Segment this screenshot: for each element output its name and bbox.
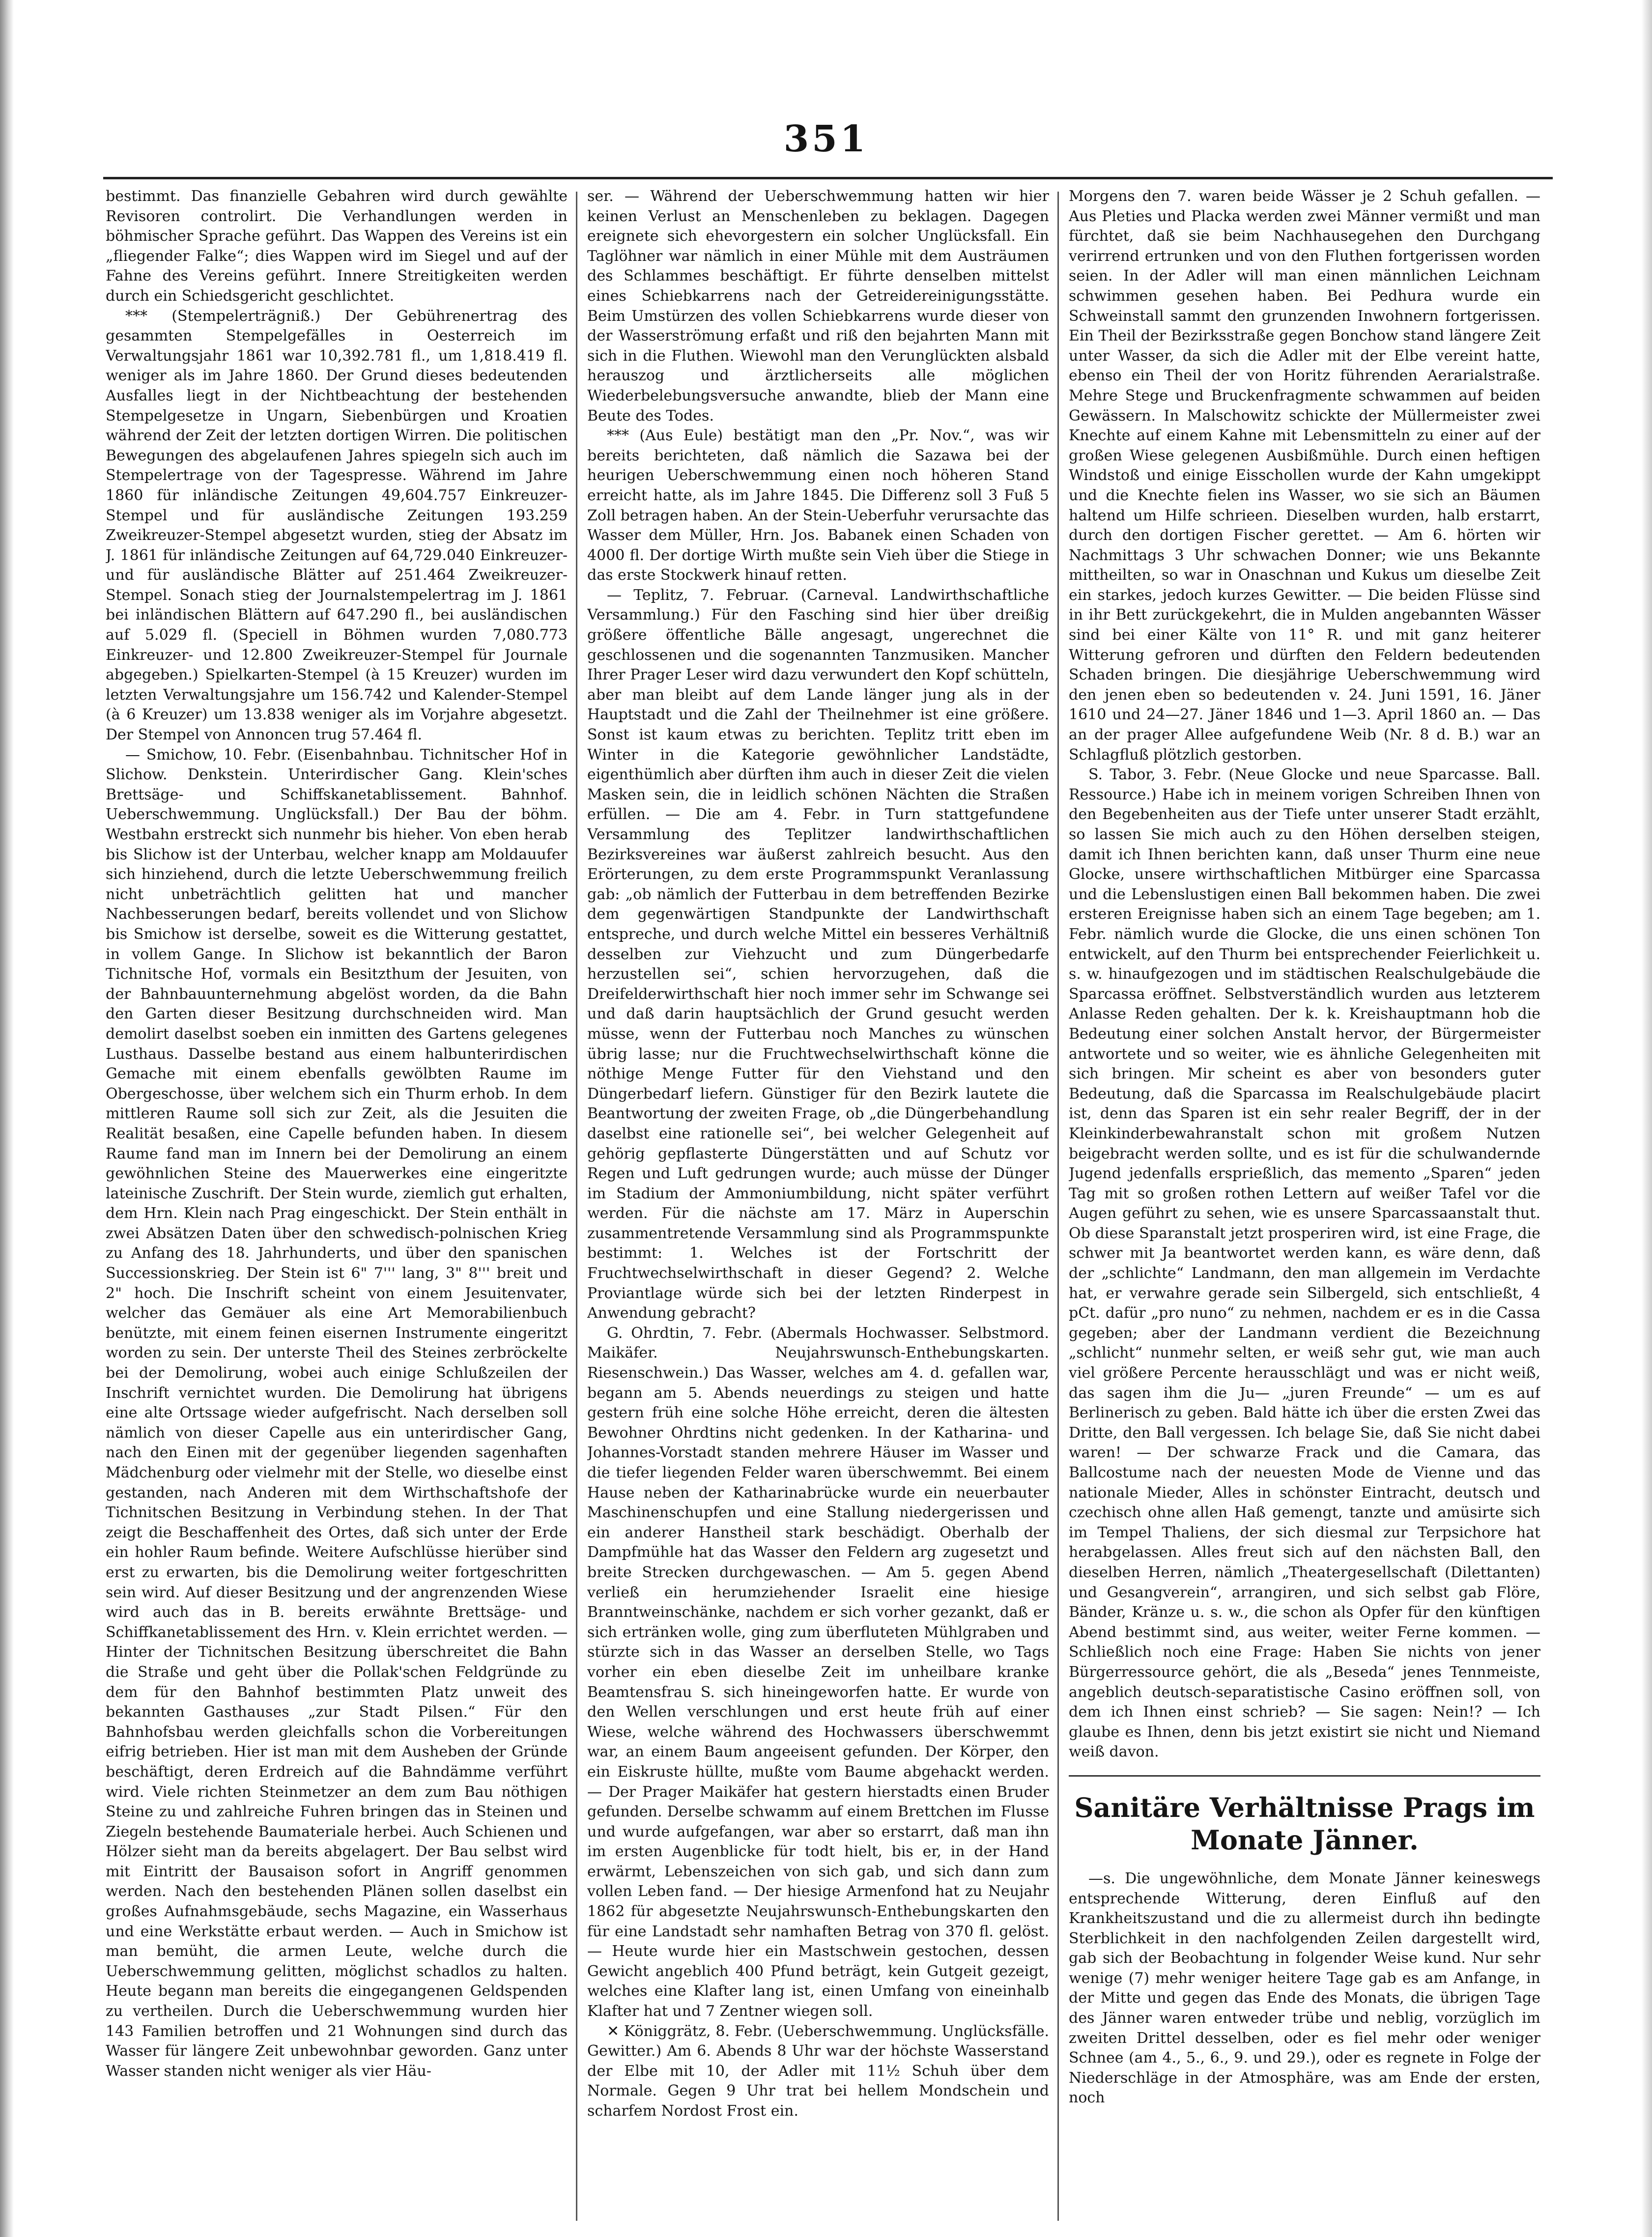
article-paragraph: ser. — Während der Ueberschwemmung hatten wir hier keinen Verlust an Menschenleben zu beklagen. Dagegen ereignete sich ehevorgestern ein solcher Unglücksfall. Ein Taglöhner war nämlich in einer Mühle mit dem Austräumen des Schlammes beschäftigt. Er führte denselben mittelst eines Schiebkarrens nach der Getreidereinigungsstätte. Beim Umstürzen des vollen Schiebkarrens wurde dieser von der Wasserströmung erfaßt und riß den bejahrten Mann mit sich in die Fluthen. Wiewohl man den Verunglückten alsbald herauszog und ärztlicherseits alle möglichen Wiederbelebungsversuche anwandte, blieb der Mann eine Beute des Todes. (587, 188, 1049, 425)
column-1 (106, 187, 568, 2231)
article-paragraph: Morgens den 7. waren beide Wässer je 2 Schuh gefallen. — Aus Pleties und Placka werden zwei Männer vermißt und man fürchtet, daß sie beim Nachhausegehen den Durchgang verirrend ertrunken und von den Fluthen fortgerissen worden seien. In der Adler will man einen männlichen Leichnam schwimmen gesehen haben. Bei Pedhura wurde ein Schweinstall sammt den grunzenden Inwohnern fortgerissen. Ein Theil der Bezirksstraße gegen Bonchow stand längere Zeit unter Wasser, da sich die Adler mit der Elbe vereint hatte, ebenso ein Theil der von Horitz führenden Aerarialstraße. Mehre Stege und Bruckenfragmente schwammen auf beiden Gewässern. In Malschowitz schickte der Müllermeister zwei Knechte auf einem Kahne mit Lebensmitteln zu einer auf der großen Wiese gelegenen Ausbißmühle. Durch einen heftigen Windstoß und einige Eisschollen wurde der Kahn umgekippt und die Knechte fielen ins Wasser, wo sie sich an Bäumen haltend um Hilfe schrieen. Dieselben wurden, halb erstarrt, durch den dortigen Fischer gerettet. — Am 6. hörten wir Nachmittags 3 Uhr schwachen Donner; wie uns Bekannte mittheilten, so war in Onaschnan und Kukus um dieselbe Zeit ein starkes, jedoch kurzes Gewitter. — Die beiden Flüsse sind in ihr Bett zurückgekehrt, die in Mulden angebannten Wässer sind bei einer Kälte von 11° R. und mit ganz heiterer Witterung gefroren und dürften den Feldern bedeutenden Schaden bringen. Die diesjährige Ueberschwemmung wird den jenen eben so bedeutenden v. 24. Juni 1591, 16. Jäner 1610 und 24—27. Jäner 1846 und 1—3. April 1860 an. — Das an der prager Allee aufgefundene Weib (Nr. 8 d. B.) war an Schlagfluß plötzlich gestorben. (1069, 188, 1540, 764)
page-edge-shadow (1641, 0, 1652, 2237)
article-stempelertraegniss: *** (Stempelerträgniß.) Der Gebührenertrag des gesammten Stempelgefälles in Oesterreich im Verwaltungsjahr 1861 war 10,392.781 fl., um 1,818.419 fl. weniger als im Jahre 1860. Der Grund dieses bedeutenden Ausfalles liegt in der Nichtbeachtung der bestehenden Stempelgesetze in Ungarn, Siebenbürgen und Kroatien während der Zeit der letzten dortigen Wirren. Die politischen Bewegungen des abgelaufenen Jahres spiegeln sich auch im Stempelertrage von der Tagespresse. Während im Jahre 1860 für inländische Zeitungen 49,604.757 Einkreuzer-Stempel und für ausländische Zeitungen 193.259 Zweikreuzer-Stempel abgesetzt wurden, stieg der Absatz im J. 1861 für inländische Zeitungen auf 64,729.040 Einkreuzer- und für ausländische Blätter auf 251.464 Zweikreuzer-Stempel. Sonach stieg der Journalstempelertrag im J. 1861 bei inländischen Blättern auf 647.290 fl., bei ausländischen auf 5.029 fl. (Speciell in Böhmen wurden 7,080.773 Einkreuzer- und 12.800 Zweikreuzer-Stempel für Journale abgegeben.) Spielkarten-Stempel (à 15 Kreuzer) wurden im letzten Verwaltungsjahre um 156.742 und Kalender-Stempel (à 6 Kreuzer) um 13.838 weniger als im Vorjahre abgesetzt. Der Stempel von Annoncen trug 57.464 fl. (106, 307, 568, 744)
article-aus-eule: *** (Aus Eule) bestätigt man den „Pr. Nov.“, was wir bereits berichteten, daß nämlich die Sazawa bei der heurigen Ueberschwemmung einen noch höheren Stand erreicht hatte, als im Jahre 1845. Die Differenz soll 3 Fuß 5 Zoll betragen haben. An der Stein-Ueberfuhr verursachte das Wasser dem Müller, Hrn. Jos. Babanek einen Schaden von 4000 fl. Der dortige Wirth mußte sein Vieh über die Stiege in das erste Stockwerk hinauf retten. (587, 427, 1049, 584)
column-3 (1069, 187, 1540, 2231)
article-ohrdtin: G. Ohrdtin, 7. Febr. (Abermals Hochwasser. Selbstmord. Maikäfer. Neujahrswunsch-Enthebungskarten. Riesenschwein.) Das Wasser, welches am 4. d. gefallen war, begann am 5. Abends neuerdings zu steigen und hatte gestern früh eine solche Höhe erreicht, deren die ältesten Bewohner Ohrdtins nicht gedenken. In der Katharina- und Johannes-Vorstadt standen mehrere Häuser im Wasser und die tiefer liegenden Felder waren überschwemmt. Bei einem Hause neben der Katharinabrücke wurde ein neuerbauter Maschinenschupfen und eine Stallung niedergerissen und ein anderer Hanstheil stark beschädigt. Oberhalb der Dampfmühle hat das Wasser den Feldern arg zugesetzt und breite Strecken durchgewaschen. — Am 5. gegen Abend verließ ein herumziehender Israelit eine hiesige Branntweinschänke, nachdem er sich vorher gezankt, daß er sich ertränken wolle, ging zum überfluteten Mühlgraben und stürzte sich in das Wasser an derselben Stelle, wo Tags vorher ein eben dieselbe Zeit im unheilbare kranke Beamtensfrau S. sich hineingeworfen hatte. Er wurde von den Wellen verschlungen und erst heute früh auf einer Wiese, welche während des Hochwassers überschwemmt war, an einem Baum angeeisent gefunden. Der Körper, den ein Eiskruste hüllte, mußte vom Baume abgehackt werden. — Der Prager Maikäfer hat gestern hierstadts einen Bruder gefunden. Derselbe schwamm auf einem Brettchen im Flusse und wurde aufgefangen, war aber so erstarrt, daß man ihn im ersten Augenblicke für todt hielt, bis er, in der Hand erwärmt, Lebenszeichen von sich gab, und sich dann zum vollen Leben fand. — Der hiesige Armenfond hat zu Neujahr 1862 für abgesetzte Neujahrswunsch-Enthebungskarten den für eine Landstadt sehr namhaften Betrag von 370 fl. gelöst. — Heute wurde hier ein Mastschwein gestochen, dessen Gewicht angeblich 400 Pfund beträgt, kein Gutgeit gezeigt, welches eine Klafter lang ist, einen Umfang von eineinhalb Klafter hat und 7 Zentner wiegen soll. (587, 1324, 1049, 2020)
column-2 (587, 187, 1049, 2231)
column-divider-1 (576, 192, 577, 2221)
section-rule (1069, 1775, 1540, 1777)
column-divider-2 (1057, 192, 1059, 2221)
article-teplitz: — Teplitz, 7. Februar. (Carneval. Landwirthschaftliche Versammlung.) Für den Fasching sind hier über dreißig größere öffentliche Bälle angesagt, ungerechnet die geschlossenen und die sogenannten Tanzmusiken. Mancher Ihrer Prager Leser wird dazu verwundert den Kopf schütteln, aber man bleibt auf dem Lande länger jung als in der Hauptstadt und die Zahl der Theilnehmer ist eine größere. Sonst ist kaum etwas zu berichten. Teplitz tritt eben im Winter in die Kategorie gewöhnlicher Landstädte, eigenthümlich aber dürften ihm auch in dieser Zeit die vielen Masken sein, die in leidlich schönen Nächten die Straßen erfüllen. — Die am 4. Febr. in Turn stattgefundene Versammlung des Teplitzer landwirthschaftlichen Bezirksvereines war äußerst zahlreich besucht. Aus den Erörterungen, zu dem erste Programmspunkt Veranlassung gab: „ob nämlich der Futterbau in dem betreffenden Bezirke dem gegenwärtigen Standpunkte der Landwirthschaft entspreche, und durch welche Mittel ein besseres Verhältniß desselben zur Viehzucht und zum Düngerbedarfe herzustellen sei“, schien hervorzugehen, daß die Dreifelderwirthschaft hier noch immer sehr im Schwange sei und daß darin hauptsächlich der Grund gesucht werden müsse, wenn der Futterbau noch Manches zu wünschen übrig lasse; nur die Fruchtwechselwirthschaft könne die nöthige Menge Futter für den Viehstand und den Düngerbedarf liefern. Günstiger für den Bezirk lautete die Beantwortung der zweiten Frage, ob „die Düngerbehandlung daselbst eine rationelle sei“, bei welcher Gelegenheit auf gehörig gepflasterte Düngerstätten und auf Schutz vor Regen und Luft gedrungen wurde; auch müsse der Dünger im Stadium der Ammoniumbildung, nicht später verführt werden. Für die nächste am 17. März in Auperschin zusammentretende Versammlung sind als Programmspunkte bestimmt: 1. Welches ist der Fortschritt der Fruchtwechselwirthschaft in dieser Gegend? 2. Welche Proviantlage würde sich bei der letzten Rinderpest in Anwendung gebracht? (587, 586, 1049, 1322)
article-tabor: S. Tabor, 3. Febr. (Neue Glocke und neue Sparcasse. Ball. Ressource.) Habe ich in meinem vorigen Schreiben Ihnen von den Begebenheiten aus der Tiefe unter unserer Stadt erzählt, so lassen Sie mich auch zu den Höhen derselben steigen, damit ich Ihnen berichten kann, daß unser Thurm eine neue Glocke, unsere wirthschaftlichen Mitbürger eine Sparcassa und die Lebenslustigen einen Ball bekommen haben. Die zwei ersteren Ereignisse haben sich an einem Tage begeben; am 1. Febr. nämlich wurde die Glocke, die uns einen schönen Ton entwickelt, auf den Thurm bei entsprechender Feierlichkeit u. s. w. hinaufgezogen und im städtischen Realschulgebäude die Sparcassa eröffnet. Selbstverständlich wurden aus letzterem Anlasse Reden gehalten. Der k. k. Kreishauptmann hob die Bedeutung einer solchen Anstalt hervor, der Bürgermeister antwortete und so weiter, wie es ähnliche Gelegenheiten mit sich bringen. Mir scheint es aber von besonders guter Bedeutung, daß die Sparcassa im Realschulgebäude placirt ist, denn das Sparen ist ein sehr realer Begriff, der in der Kleinkinderbewahranstalt schon mit großem Nutzen beigebracht werden sollte, und es ist für die schulwandernde Jugend jedenfalls ersprießlich, das memento „Sparen“ jeden Tag mit so großen rothen Lettern auf weißer Tafel vor die Augen geführt zu sehen, wie es unsere Sparcassaanstalt thut. Ob diese Sparanstalt jetzt prosperiren wird, ist eine Frage, die schwer mit Ja beantwortet werden kann, es wäre denn, daß der „schlichte“ Landmann, den man allgemein im Verdachte hat, er verwahre gerade sein Silbergeld, sich entschließt, 4 pCt. dafür „pro nuno“ zu nehmen, nachdem er es in die Cassa gegeben; aber der Landmann verdient die Bezeichnung „schlicht“ nunmehr selten, er weiß sehr gut, wie man auch viel größere Percente herausschlägt und was er nicht weiß, das sagen ihm die Ju— „juren Freunde“ — um es auf Berlinerisch zu geben. Bald hätte ich über die ersten Zwei das Dritte, den Ball vergessen. Ich belage Sie, daß Sie nicht dabei waren! — Der schwarze Frack und die Camara, das Ballcostume nach der neuesten Mode de Vienne und das nationale Mieder, Alles in schönster Eintracht, deutsch und czechisch ohne allen Haß gemengt, tanzte und amüsirte sich im Tempel Thaliens, der sich diesmal zur Terpsichore hat herabgelassen. Alles freut sich auf den nächsten Ball, den dieselben Herren, nämlich „Theatergesellschaft (Dilettanten) und Gesangverein“, arrangiren, und sich selbst gab Flöre, Bänder, Kränze u. s. w., die schon als Opfer für den künftigen Abend bestimmt sind, aus weiter, weiter Ferne kommen. — Schließlich noch eine Frage: Haben Sie nichts von jener Bürgerressource gehört, die als „Beseda“ jenes Tennmeiste, angeblich deutsch-separatistische Casino eröffnen soll, von dem ich Ihnen einst schrieb? — Sie sagen: Nein!? — Ich glaube es Ihnen, denn bis jetzt existirt sie nicht und Niemand weiß davon. (1069, 766, 1540, 1761)
article-smichow: — Smichow, 10. Febr. (Eisenbahnbau. Tichnitscher Hof in Slichow. Denkstein. Unterirdischer Gang. Klein'sches Brettsäge- und Schiffskanetablissement. Bahnhof. Ueberschwemmung. Unglücksfall.) Der Bau der böhm. Westbahn erstreckt sich nunmehr bis hieher. Von eben herab bis Slichow ist der Unterbau, welcher knapp am Moldauufer sich hinziehend, durch die letzte Ueberschwemmung freilich nicht unbeträchtlich gelitten hat und mancher Nachbesserungen bedarf, bereits vollendet und von Slichow bis Smichow ist derselbe, soweit es die Witterung gestattet, in vollem Gange. In Slichow ist bekanntlich der Baron Tichnitsche Hof, vormals ein Besitzthum der Jesuiten, von der Bahnbauunternehmung abgelöst worden, da die Bahn den Garten dieser Besitzung durchschneiden wird. Man demolirt daselbst soeben ein inmitten des Gartens gelegenes Lusthaus. Dasselbe bestand aus einem halbunterirdischen Gemache mit einem ebenfalls gewölbten Raume im Obergeschosse, über welchem sich ein Thurm erhob. In dem mittleren Raume soll sich zur Zeit, als die Jesuiten die Realität besaßen, eine Capelle befunden haben. In diesem Raume fand man im Innern bei der Demolirung an einem gewöhnlichen Steine des Mauerwerkes eine eingeritzte lateinische Zuschrift. Der Stein wurde, ziemlich gut erhalten, dem Hrn. Klein nach Prag eingeschickt. Der Stein enthält in zwei Absätzen Daten über den schwedisch-polnischen Krieg zu Anfang des 18. Jahrhunderts, und über den spanischen Successionskrieg. Der Stein ist 6" 7''' lang, 3" 8''' breit und 2" hoch. Die Inschrift scheint von einem Jesuitenvater, welcher das Gemäuer als eine Art Memorabilienbuch benützte, mit einem feinen eisernen Instrumente eingeritzt worden zu sein. Der unterste Theil des Steines zerbröckelte bei der Demolirung, wobei auch einige Schlußzeilen der Inschrift vernichtet wurden. Die Demolirung hat übrigens eine alte Ortssage wieder aufgefrischt. Nach derselben soll nämlich von dieser Capelle aus ein unterirdischer Gang, nach den Einen mit der gegenüber liegenden sagenhaften Mädchenburg oder vielmehr mit der Stelle, wo dieselbe einst gestanden, nach Anderen mit dem Wirthschaftshofe der Tichnitschen Besitzung in Verbindung stehen. In der That zeigt die Beschaffenheit des Ortes, daß sich unter der Erde ein hohler Raum befinde. Weitere Aufschlüsse hierüber sind erst zu erwarten, bis die Demolirung weiter fortgeschritten sein wird. Auf dieser Besitzung und der angrenzenden Wiese wird auch das in B. bereits erwähnte Brettsäge- und Schiffkanetablissement des Hrn. v. Klein errichtet werden. — Hinter der Tichnitschen Besitzung überschreitet die Bahn die Straße und geht über die Pollak'schen Feldgründe zu dem für den Bahnhof bestimmten Platz unweit des bekannten Gasthauses „zur Stadt Pilsen.“ Für den Bahnhofsbau werden gleichfalls schon die Vorbereitungen eifrig betrieben. Hier ist man mit dem Ausheben der Gründe beschäftigt, deren Erdreich auf die Bahndämme verführt wird. Viele richten Steinmetzer an dem zum Bau nöthigen Steine zu und zahlreiche Fuhren bringen das in Steinen und Ziegeln bestehende Baumateriale herbei. Auch Schienen und Hölzer sieht man da bereits abgelagert. Der Bau selbst wird mit Eintritt der Bausaison sofort in Angriff genommen werden. Nach den bestehenden Plänen sollen daselbst ein großes Aufnahmsgebäude, sechs Magazine, ein Wasserhaus und eine Werkstätte erbaut werden. — Auch in Smichow ist man bemüht, die armen Leute, welche durch die Ueberschwemmung gelitten, möglichst schadlos zu halten. Heute begann man bereits die eingegangenen Geldspenden zu vertheilen. Durch die Ueberschwemmung wurden hier 143 Familien betroffen und 21 Wohnungen sind durch das Wasser für längere Zeit unbewohnbar geworden. Ganz unter Wasser standen nicht weniger als vier Häu- (106, 746, 568, 2080)
article-koeniggraetz: ✕ Königgrätz, 8. Febr. (Ueberschwemmung. Unglücksfälle. Gewitter.) Am 6. Abends 8 Uhr war der höchste Wasserstand der Elbe mit 10, der Adler mit 11½ Schuh über dem Normale. Gegen 9 Uhr trat bei hellem Mondschein und scharfem Nordost Frost ein. (587, 2022, 1049, 2120)
article-paragraph: bestimmt. Das finanzielle Gebahren wird durch gewählte Revisoren controlirt. Die Verhandlungen werden in böhmischer Sprache geführt. Das Wappen des Vereins ist ein „fliegender Falke“; dies Wappen wird im Siegel und auf der Fahne des Vereins geführt. Innere Streitigkeiten werden durch ein Schiedsgericht geschlichtet. (106, 188, 568, 305)
page-number: 351 (783, 118, 869, 160)
article-sanitaere-verhaeltnisse: —s. Die ungewöhnliche, dem Monate Jänner keineswegs entsprechende Witterung, deren Einfluß auf den Krankheitszustand und die zu allermeist durch ihn bedingte Sterblichkeit in den nachfolgenden Zeilen dargestellt wird, gab sich der Beobachtung in folgender Weise kund. Nur sehr wenige (7) mehr weniger heitere Tage gab es am Anfange, in der Mitte und gegen das Ende des Monats, die übrigen Tage des Jänner waren entweder trübe und neblig, vorzüglich im zweiten Drittel desselben, oder es fiel mehr oder weniger Schnee (am 4., 5., 6., 9. und 29.), oder es regnete in Folge der Niederschläge in der Atmosphäre, was am Ende der ersten, noch (1069, 1869, 1540, 2107)
section-title: Sanitäre Verhältnisse Prags im Monate Jänner. (1074, 1791, 1535, 1856)
header-rule (103, 177, 1553, 179)
page-binding-shadow (0, 0, 14, 2237)
